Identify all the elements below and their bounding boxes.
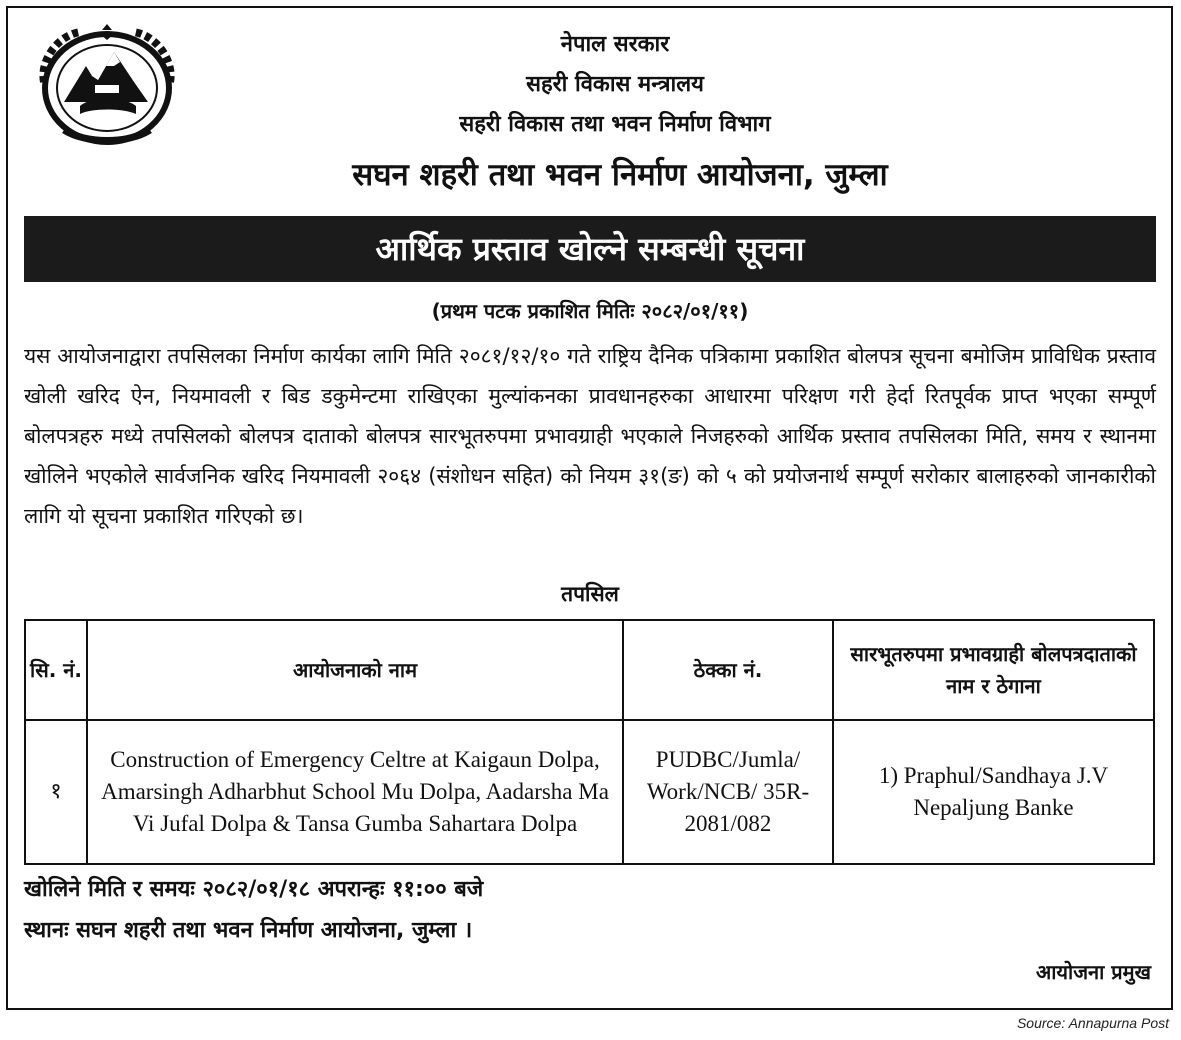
header-department: सहरी विकास तथा भवन निर्माण विभाग <box>459 112 771 137</box>
header-project-office: सघन शहरी तथा भवन निर्माण आयोजना, जुम्ला <box>352 157 888 193</box>
source-credit: Source: Annapurna Post <box>1016 1015 1169 1031</box>
header-project-name: आयोजनाको नाम <box>87 620 623 720</box>
opening-date-time: खोलिने मिति र समयः २०८२/०१/१८ अपरान्हः ११:०० बजे <box>24 877 484 902</box>
table-header-row <box>25 620 1154 720</box>
cell-project-name: Construction of Emergency Celtre at Kaigaun Dolpa, Amarsingh Adharbhut School Mu Dolpa, Aadarsha Ma Vi Jufal Dolpa & Tansa Gumba Sahartara Dolpa <box>87 720 623 864</box>
notice-title-banner: आर्थिक प्रस्ताव खोल्ने सम्बन्धी सूचना <box>24 216 1156 282</box>
header-contract-no: ठेक्का नं. <box>623 620 833 720</box>
cell-serial: १ <box>25 720 87 864</box>
nepal-government-emblem-icon <box>36 22 178 146</box>
header-government: नेपाल सरकार <box>560 32 670 57</box>
published-date: (प्रथम पटक प्रकाशित मितिः २०८२/०१/११) <box>431 299 749 323</box>
header-serial: सि. नं. <box>25 620 87 720</box>
signature: आयोजना प्रमुख <box>1035 960 1151 984</box>
details-table <box>24 619 1155 865</box>
notice-body: यस आयोजनाद्वारा तपसिलका निर्माण कार्यका लागि मिति २०८१/१२/१० गते राष्ट्रिय दैनिक पत्रिकामा प्रकाशित बोलपत्र सूचना बमोजिम प्राविधिक प्रस्ताव खोली खरिद ऐन, नियमावली र बिड डकुमेन्टमा राखिएका मुल्यांकनका प्रावधानहरुका आधारमा परिक्षण गरी हेर्दा रितपूर्वक प्राप्त भएका सम्पूर्ण बोलपत्रहरु मध्ये तपसिलको बोलपत्र दाताको बोलपत्र सारभूतरुपमा प्रभावग्राही भएकाले निजहरुको आर्थिक प्रस्ताव तपसिलका मिति, समय र स्थानमा खोलिने भएकोले सार्वजनिक खरिद नियमावली २०६४ (संशोधन सहित) को नियम ३१(ङ) को ५ को प्रयोजनार्थ सम्पूर्ण सरोकार बालाहरुको जानकारीको लागि यो सूचना प्रकाशित गरिएको छ। <box>24 344 1156 528</box>
cell-bidder: 1) Praphul/Sandhaya J.V Nepaljung Banke <box>833 720 1154 864</box>
opening-location: स्थानः सघन शहरी तथा भवन निर्माण आयोजना, जुम्ला । <box>24 918 473 943</box>
table-row <box>25 720 1154 864</box>
cell-contract-no: PUDBC/Jumla/ Work/NCB/ 35R-2081/082 <box>623 720 833 864</box>
header-ministry: सहरी विकास मन्त्रालय <box>526 72 704 97</box>
table-label: तपसिल <box>561 582 619 606</box>
header-bidder: सारभूतरुपमा प्रभावग्राही बोलपत्रदाताको नाम र ठेगाना <box>833 620 1154 720</box>
